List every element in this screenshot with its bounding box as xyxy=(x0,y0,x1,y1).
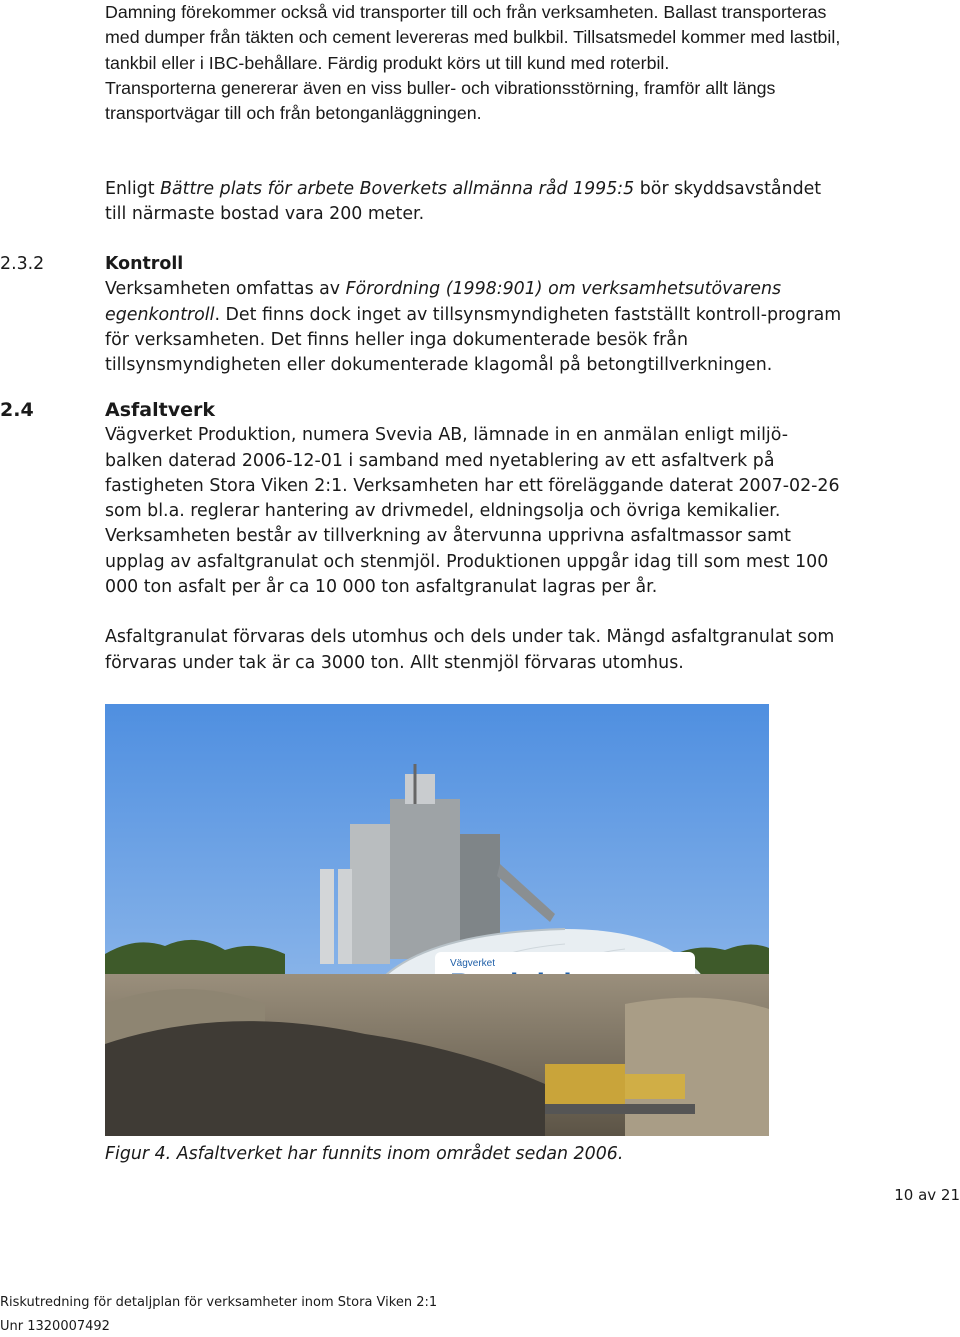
section-title-kontroll: Kontroll xyxy=(105,254,184,274)
section-232 xyxy=(105,252,845,378)
kontroll-text-post: . Det finns dock inget av tillsynsmyndigheten fastställt kontroll-program för verksamheten. Det finns heller inga dokumenterade besök från tillsynsmyndigheten eller dokumenterade klagomål på betongtillverkningen. xyxy=(105,304,842,376)
section-24 xyxy=(105,398,845,676)
asphalt-plant-photo xyxy=(105,704,769,1136)
figure-caption: Figur 4. Asfaltverket har funnits inom området sedan 2006. xyxy=(105,1144,624,1164)
intro-paragraph-transport: Damning förekommer också vid transporter till och från verksamheten. Ballast transporteras med dumper från täkten och cement levereras med bulkbil. Tillsatsmedel kommer med lastbil, tankbil eller i IBC-behållare. Färdig produkt körs ut till kund med roterbil. xyxy=(105,2,841,73)
intro-paragraph-noise: Transporterna genererar även en viss buller- och vibrationsstörning, framför allt längs transportvägar till och från betonganläggningen. xyxy=(105,77,776,124)
gravel-pile-right xyxy=(625,998,769,1136)
section-title-asfaltverk: Asfaltverk xyxy=(105,399,215,421)
intro-paragraph-distance xyxy=(105,177,845,228)
asfaltverk-paragraph-1: Vägverket Produktion, numera Svevia AB, lämnade in en anmälan enligt miljö-balken daterad 2006-12-01 i samband med nyetablering av ett asfaltverk på fastigheten Stora Viken 2:1. Verksamheten har ett föreläggande daterat 2007-02-26 som bl.a. reglerar hantering av drivmedel, eldningsolja och övriga kemikalier. Verksamheten består av tillverkning av återvunna upprivna asfaltmassor samt upplag av asfaltgranulat och stenmjöl. Produktionen uppgår idag till som mest 100 000 ton asfalt per år ca 10 000 ton asfaltgranulat lagras per år. xyxy=(105,425,840,598)
sign-brand: Vägverket xyxy=(450,958,496,969)
page-number: 10 av 21 xyxy=(894,1186,960,1204)
kontroll-reference: Förordning (1998:901) om verksamhetsutövarens egenkontroll xyxy=(105,279,782,325)
section-number-24: 2.4 xyxy=(0,399,34,421)
distance-text-post: bör skyddsavståndet till närmaste bostad vara 200 meter. xyxy=(105,179,822,225)
footer-title: Riskutredning för detaljplan för verksamheter inom Stora Viken 2:1 xyxy=(0,1295,438,1310)
distance-text-pre: Enligt xyxy=(105,179,161,199)
distance-reference: Bättre plats för arbete Boverkets allmänna råd 1995:5 xyxy=(160,179,635,199)
footer-unr: Unr 1320007492 xyxy=(0,1319,110,1334)
section-number-232: 2.3.2 xyxy=(0,254,45,274)
kontroll-text-pre: Verksamheten omfattas av xyxy=(105,279,346,300)
intro-block xyxy=(105,0,845,126)
section-232-text xyxy=(105,277,845,378)
asfaltverk-paragraph-2: Asfaltgranulat förvaras dels utomhus och dels under tak. Mängd asfaltgranulat som förvaras under tak är ca 3000 ton. Allt stenmjöl förvaras utomhus. xyxy=(105,627,835,673)
